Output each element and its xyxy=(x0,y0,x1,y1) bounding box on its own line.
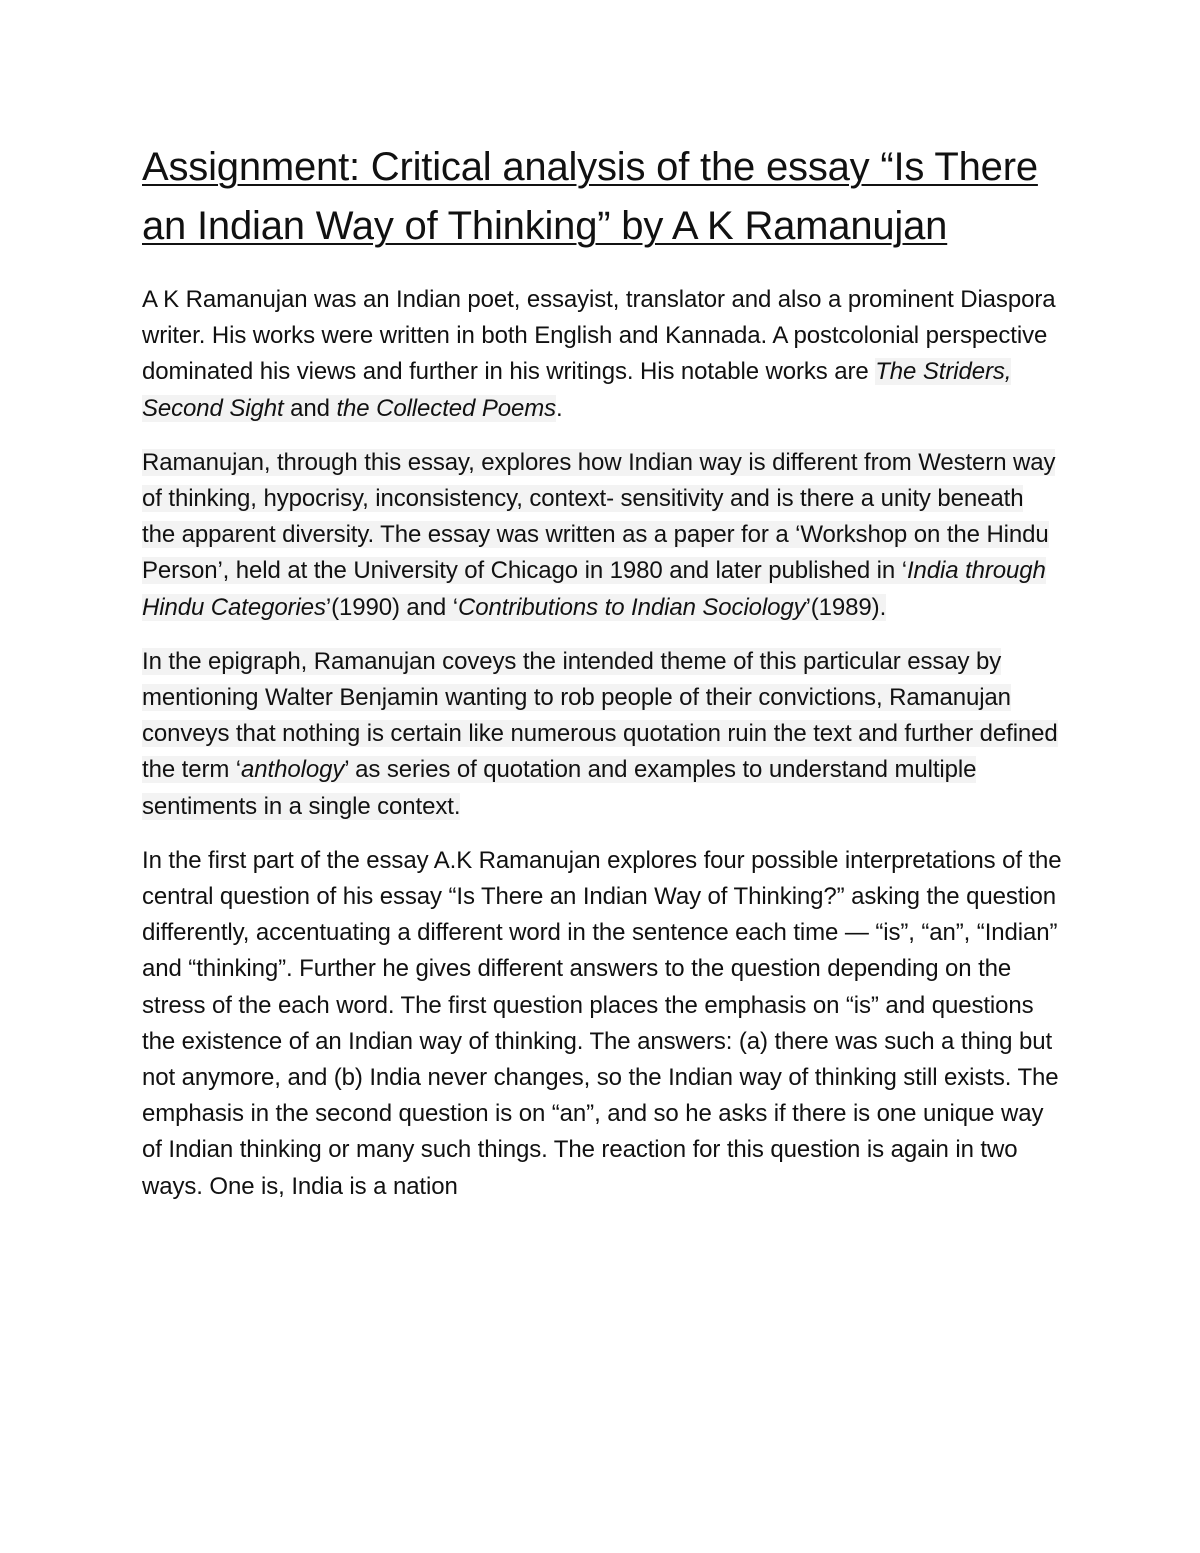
paragraph-essay-context xyxy=(142,445,1062,626)
paragraph-text: A K Ramanujan was an Indian poet, essayist, translator and also a prominent Diaspora writer. His works were written in both English and Kannada. A postcolonial perspective dominated his views and further in his writings. His notable works are xyxy=(142,286,1056,386)
italic-publication-title: India through Hindu Categories xyxy=(142,557,1046,621)
paragraph-first-part xyxy=(142,843,1062,1205)
paragraph-intro xyxy=(142,282,1062,427)
paragraph-text: ’(1990) and ‘ xyxy=(325,593,458,621)
italic-work-title: the Collected Poems xyxy=(336,394,557,422)
italic-publication-title: Contributions to Indian Sociology xyxy=(457,593,806,621)
document-page xyxy=(142,138,1062,1223)
paragraph-text: In the first part of the essay A.K Ramanujan explores four possible interpretations of the central question of his essay “Is There an Indian Way of Thinking?” asking the question differently, accentuating a different word in the sentence each time — “is”, “an”, “Indian” and “thinking”. Further he gives different answers to the question depending on the stress of the each word. The first question places the emphasis on “is” and questions the existence of an Indian way of thinking. The answers: (a) there was such a thing but not anymore, and (b) India never changes, so the Indian way of thinking still exists. The emphasis in the second question is on “an”, and so he asks if there is one unique way of Indian thinking or many such things. The reaction for this question is again in two ways. One is, India is a nation xyxy=(142,846,1062,1200)
paragraph-text: and xyxy=(283,394,337,422)
italic-term: anthology xyxy=(241,756,345,784)
paragraph-text: In the epigraph, Ramanujan coveys the intended theme of this particular essay by mentioning Walter Benjamin wanting to rob people of their convictions, Ramanujan conveys that nothing is certain like numerous quotation ruin the text and further defined the term ‘ xyxy=(142,647,1058,784)
document-title: Assignment: Critical analysis of the essay “Is There an Indian Way of Thinking” by A K Ramanujan xyxy=(142,145,1038,248)
highlighted-span xyxy=(142,648,1058,820)
paragraph-epigraph xyxy=(142,644,1062,825)
italic-work-title: The Striders, Second Sight xyxy=(142,358,1012,422)
paragraph-text: Ramanujan, through this essay, explores how Indian way is different from Western way of thinking, hypocrisy, inconsistency, context- sensitivity and is there a unity beneath the apparent diversity. The essay was written as a paper for a ‘Workshop on the Hindu Person’, held at the University of Chicago in 1980 and later published in ‘ xyxy=(142,448,1056,585)
highlighted-span xyxy=(142,449,1055,621)
paragraph-text: . xyxy=(556,394,563,422)
paragraph-text: ’ as series of quotation and examples to understand multiple sentiments in a single context. xyxy=(142,756,977,820)
paragraph-text: ’(1989). xyxy=(805,593,887,621)
